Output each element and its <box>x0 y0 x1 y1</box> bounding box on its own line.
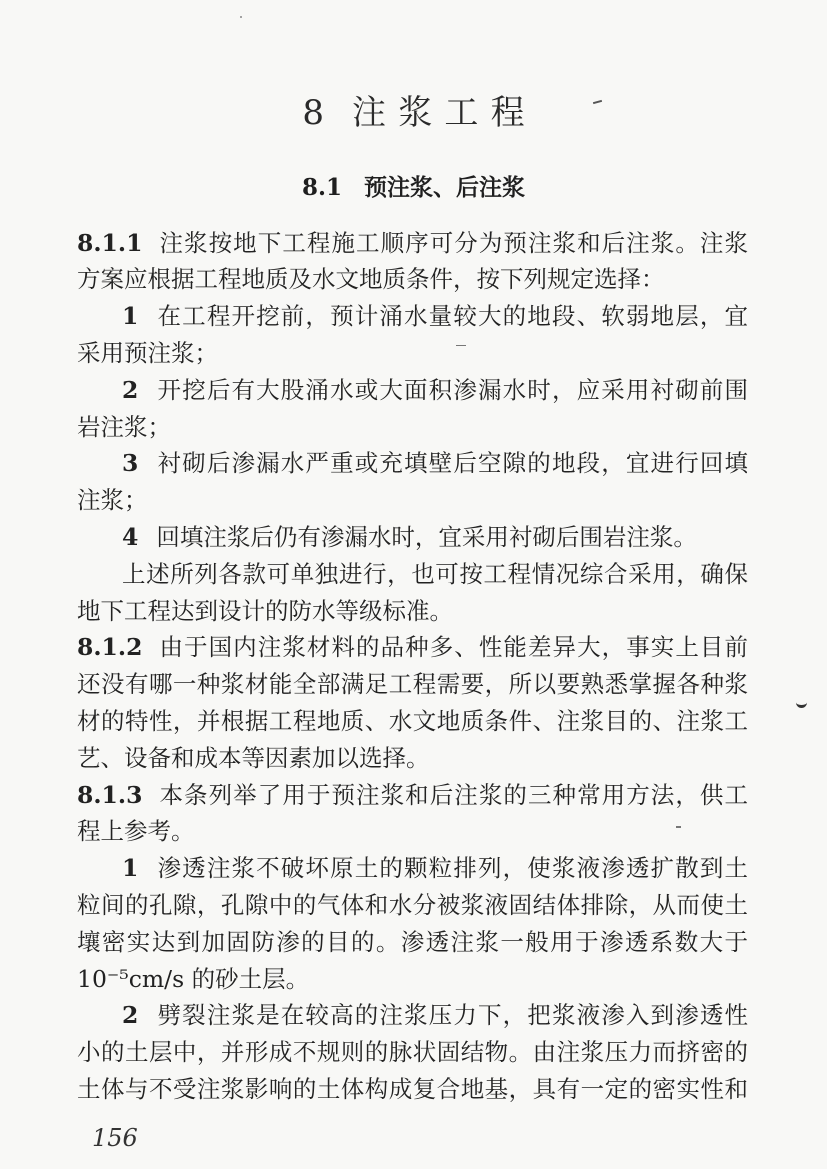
text-line <box>77 740 748 777</box>
clause <box>77 777 748 851</box>
item-number: 3 <box>122 449 139 478</box>
text-line <box>77 629 748 666</box>
text-line <box>77 1071 748 1108</box>
line-text: 地下工程达到设计的防水等级标准。 <box>77 596 453 625</box>
clause <box>77 225 748 299</box>
text-line <box>77 1034 748 1071</box>
text-line <box>77 593 748 630</box>
list-item <box>77 519 748 556</box>
item-number: 1 <box>122 302 139 331</box>
text-line <box>77 961 748 998</box>
line-text: 在工程开挖前，预计涌水量较大的地段、软弱地层，宜 <box>156 302 748 331</box>
line-text: 艺、设备和成本等因素加以选择。 <box>77 743 430 772</box>
paragraph <box>77 556 748 630</box>
section-title: 预注浆、后注浆 <box>364 174 525 201</box>
line-text: 方案应根据工程地质及水文地质条件，按下列规定选择： <box>77 265 665 294</box>
line-text: 注浆； <box>77 486 148 515</box>
text-line <box>77 261 748 298</box>
line-text: 粒间的孔隙，孔隙中的气体和水分被浆液固结体排除，从而使土 <box>77 890 748 919</box>
list-item <box>77 997 748 1107</box>
section-number: 8.1 <box>301 174 342 201</box>
line-text: 材的特性，并根据工程地质、水文地质条件、注浆目的、注浆工 <box>77 706 748 735</box>
chapter-heading <box>0 92 827 134</box>
clause-number: 8.1.1 <box>77 228 143 257</box>
item-number: 1 <box>122 854 139 883</box>
line-text: 本条列举了用于预注浆和后注浆的三种常用方法，供工 <box>158 780 748 809</box>
scan-mark <box>456 345 466 346</box>
line-text: 采用预注浆； <box>77 338 218 367</box>
text-line <box>77 298 748 335</box>
line-text: 回填注浆后仍有渗漏水时，宜采用衬砌后围岩注浆。 <box>156 522 697 551</box>
line-text: 注浆按地下工程施工顺序可分为预注浆和后注浆。注浆 <box>158 228 748 257</box>
list-item <box>77 445 748 519</box>
text-line <box>77 225 748 262</box>
page-number: 156 <box>92 1124 138 1152</box>
list-item <box>77 298 748 372</box>
text-line <box>77 666 748 703</box>
chapter-title: 注浆工程 <box>351 93 537 133</box>
scan-mark <box>676 826 681 828</box>
item-number: 2 <box>122 375 139 404</box>
text-line <box>77 997 748 1034</box>
text-line <box>77 777 748 814</box>
clause-number: 8.1.2 <box>77 633 143 662</box>
text-line <box>77 409 748 446</box>
line-text: 土体与不受注浆影响的土体构成复合地基，具有一定的密实性和 <box>77 1074 748 1103</box>
list-item <box>77 850 748 997</box>
section-heading <box>0 170 827 206</box>
text-line <box>77 556 748 593</box>
text-line <box>77 813 748 850</box>
item-number: 4 <box>122 522 139 551</box>
line-text: 劈裂注浆是在较高的注浆压力下，把浆液渗入到渗透性 <box>156 1001 748 1030</box>
scan-mark <box>240 16 242 18</box>
line-text: 开挖后有大股涌水或大面积渗漏水时，应采用衬砌前围 <box>156 375 748 404</box>
text-line <box>77 887 748 924</box>
line-text: 程上参考。 <box>77 817 195 846</box>
line-text: 上述所列各款可单独进行，也可按工程情况综合采用，确保 <box>122 559 748 588</box>
line-text: 岩注浆； <box>77 412 171 441</box>
text-line <box>77 482 748 519</box>
text-line <box>77 372 748 409</box>
line-text: 小的土层中，并形成不规则的脉状固结物。由注浆压力而挤密的 <box>77 1038 748 1067</box>
line-text: 壤密实达到加固防渗的目的。渗透注浆一般用于渗透系数大于 <box>77 927 748 956</box>
text-line <box>77 519 748 556</box>
text-line <box>77 850 748 887</box>
item-number: 2 <box>122 1001 139 1030</box>
clause-number: 8.1.3 <box>77 780 143 809</box>
text-line <box>77 445 748 482</box>
clause <box>77 629 748 776</box>
line-text: 由于国内注浆材料的品种多、性能差异大，事实上目前 <box>158 633 748 662</box>
scan-mark <box>796 698 807 708</box>
text-line <box>77 335 748 372</box>
chapter-number: 8 <box>302 93 324 133</box>
line-text: 渗透注浆不破坏原土的颗粒排列，使浆液渗透扩散到土 <box>156 854 748 883</box>
text-line <box>77 703 748 740</box>
text-line <box>77 924 748 961</box>
line-text: 还没有哪一种浆材能全部满足工程需要，所以要熟悉掌握各种浆 <box>77 670 748 699</box>
list-item <box>77 372 748 446</box>
line-text: 衬砌后渗漏水严重或充填壁后空隙的地段，宜进行回填 <box>156 449 748 478</box>
body-text <box>77 225 748 1108</box>
line-text: 10⁻⁵cm/s 的砂土层。 <box>77 964 310 993</box>
